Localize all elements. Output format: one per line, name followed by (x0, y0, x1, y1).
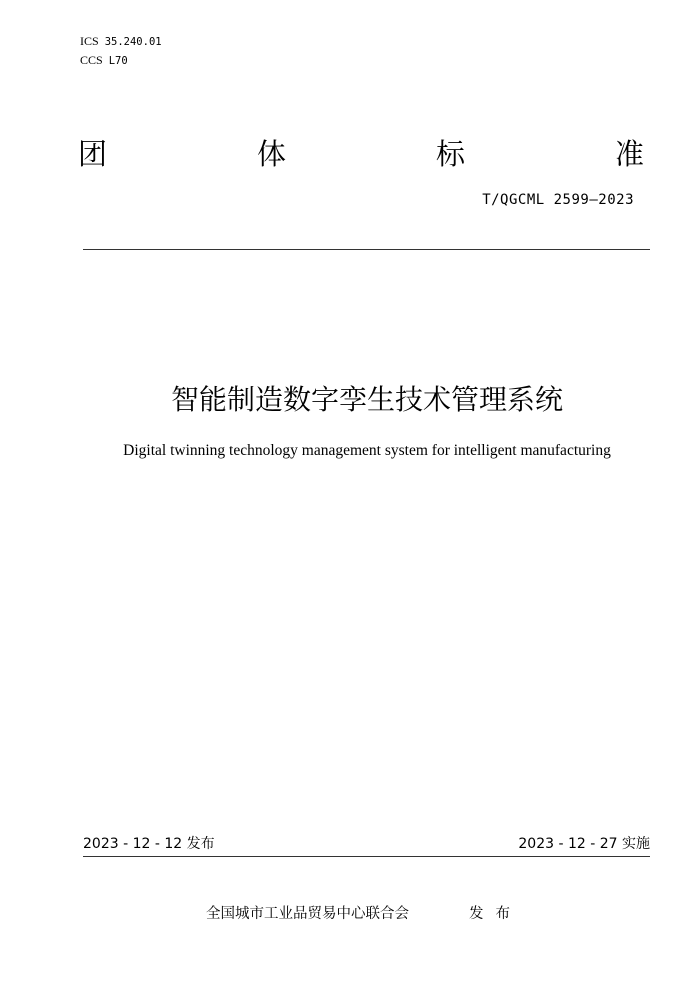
implement-date: 2023 - 12 - 27 实施 (518, 836, 650, 852)
ccs-label: CCS (80, 53, 103, 67)
standard-code: T/QGCML 2599—2023 (482, 192, 634, 208)
ccs-value: L70 (108, 55, 128, 67)
standard-type-char: 团 (78, 137, 108, 171)
standard-type-char: 准 (614, 137, 644, 171)
ics-line (80, 34, 162, 49)
document-title-en: Digital twinning technology management system for intelligent manufacturing (123, 442, 611, 459)
standard-type-char: 标 (435, 137, 465, 171)
standard-type-char: 体 (256, 137, 286, 171)
top-divider (83, 249, 650, 250)
document-title-cn: 智能制造数字孪生技术管理系统 (170, 383, 563, 416)
bottom-divider (83, 856, 650, 857)
publisher-name: 全国城市工业品贸易中心联合会 (206, 906, 409, 922)
ics-value: 35.240.01 (104, 36, 162, 48)
ics-label: ICS (80, 34, 99, 48)
ccs-line (80, 53, 128, 68)
publish-word: 发布 (469, 906, 522, 922)
standard-type-heading (78, 134, 644, 174)
publish-date: 2023 - 12 - 12 发布 (83, 836, 215, 852)
